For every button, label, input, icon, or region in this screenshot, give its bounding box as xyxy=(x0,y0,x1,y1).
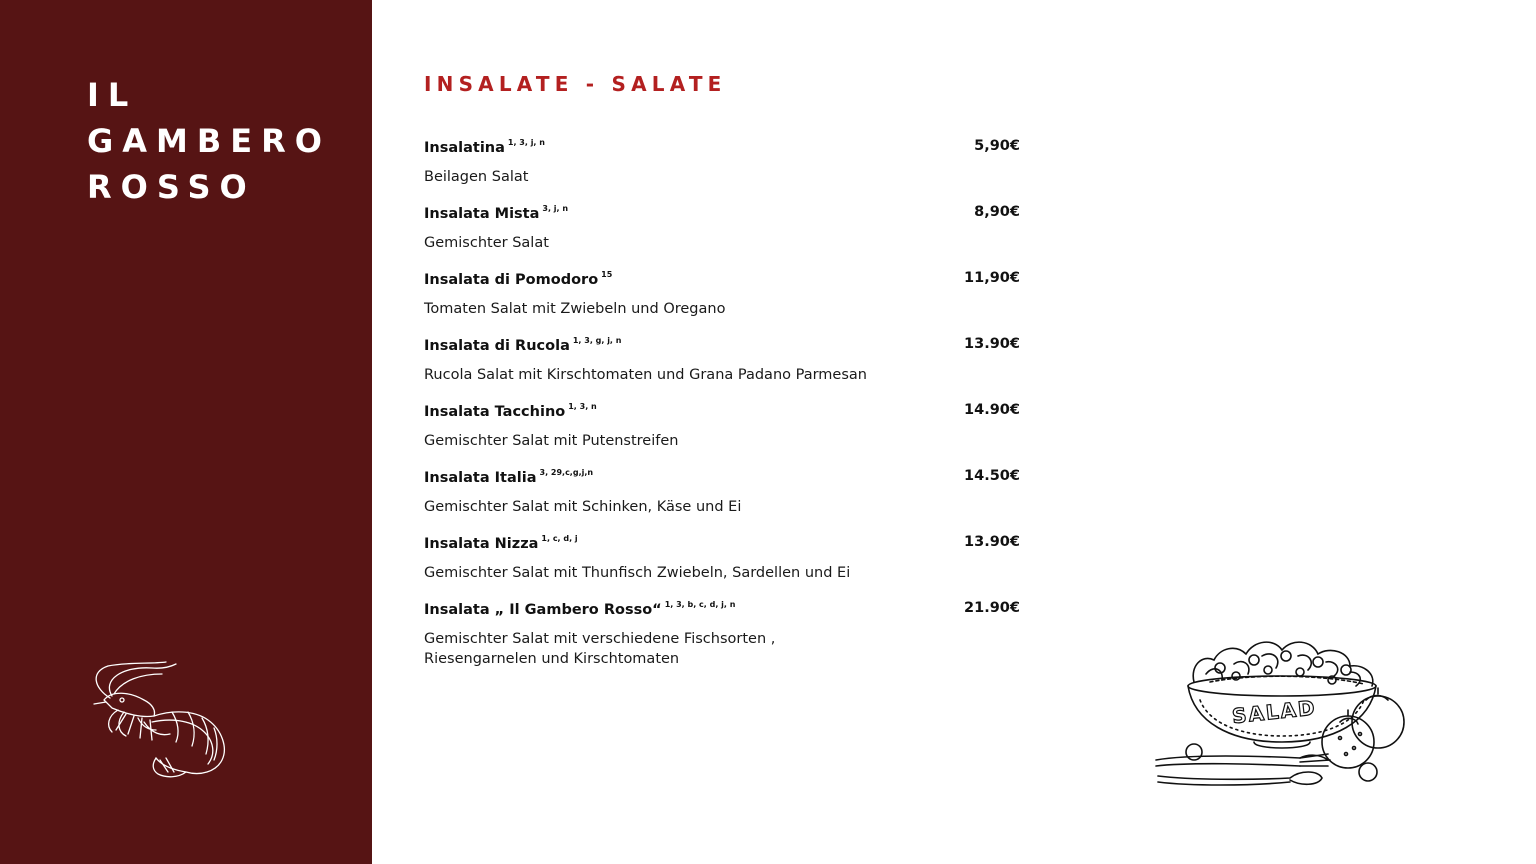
item-name: Insalata di Rucola $^{1, 3, g, j, n}$ xyxy=(424,336,622,354)
item-description: Rucola Salat mit Kirschtomaten und Grana Padano Parmesan xyxy=(424,367,867,383)
restaurant-name xyxy=(87,72,331,210)
item-price: 8,90€ xyxy=(974,204,1020,220)
item-name: Insalata Tacchino $^{1, 3, n}$ xyxy=(424,402,597,420)
menu-item xyxy=(424,332,1020,398)
item-price: 13.90€ xyxy=(964,534,1020,550)
item-price: 21.90€ xyxy=(964,600,1020,616)
item-description: Gemischter Salat mit Thunfisch Zwiebeln, Sardellen und Ei xyxy=(424,565,851,581)
item-description: Beilagen Salat xyxy=(424,169,529,185)
item-price: 14.50€ xyxy=(964,468,1020,484)
item-allergens: 1, c, d, j xyxy=(541,534,578,543)
item-allergens: 3, j, n xyxy=(542,204,569,213)
item-name: Insalata Italia $^{3, 29,c,g,j,n}$ xyxy=(424,468,594,486)
menu-item xyxy=(424,134,1020,200)
sidebar xyxy=(0,0,372,864)
item-allergens: 1, 3, g, j, n xyxy=(572,336,622,345)
item-allergens: 15 xyxy=(601,270,613,279)
item-allergens: 1, 3, n xyxy=(568,402,597,411)
item-allergens: 1, 3, j, n xyxy=(507,138,545,147)
item-description-line-1: Gemischter Salat mit verschiedene Fischsorten , xyxy=(424,631,776,647)
item-allergens: 1, 3, b, c, d, j, n xyxy=(664,600,736,609)
item-allergens: 3, 29,c,g,j,n xyxy=(539,468,594,477)
item-description: Gemischter Salat mit Schinken, Käse und Ei xyxy=(424,499,742,515)
brand-line-2: GAMBERO xyxy=(87,122,331,160)
shrimp-icon xyxy=(82,660,234,780)
item-description: Gemischter Salat mit Putenstreifen xyxy=(424,433,679,449)
item-description: Tomaten Salat mit Zwiebeln und Oregano xyxy=(424,301,726,317)
menu-list xyxy=(424,134,1020,667)
item-description xyxy=(424,629,944,669)
brand-line-1: IL xyxy=(87,76,138,114)
item-name: Insalata Mista $^{3, j, n}$ xyxy=(424,204,569,222)
salad-label: SALAD xyxy=(1230,695,1318,729)
item-description-line-2: Riesengarnelen und Kirschtomaten xyxy=(424,651,680,667)
item-name: Insalata di Pomodoro $^{15}$ xyxy=(424,270,613,288)
item-name: Insalata Nizza $^{1, c, d, j}$ xyxy=(424,534,578,552)
item-price: 11,90€ xyxy=(964,270,1020,286)
menu-item xyxy=(424,464,1020,530)
menu-item xyxy=(424,200,1020,266)
menu-item xyxy=(424,398,1020,464)
item-price: 13.90€ xyxy=(964,336,1020,352)
item-name: Insalatina $^{1, 3, j, n}$ xyxy=(424,138,545,156)
item-price: 5,90€ xyxy=(974,138,1020,154)
salad-bowl-icon xyxy=(1150,630,1420,795)
item-description: Gemischter Salat xyxy=(424,235,549,251)
menu-item xyxy=(424,596,1020,667)
brand-line-3: ROSSO xyxy=(87,168,256,206)
item-price: 14.90€ xyxy=(964,402,1020,418)
item-name: Insalata „ Il Gambero Rosso“ $^{1, 3, b, c, d, j, n}$ xyxy=(424,600,736,618)
menu-item xyxy=(424,266,1020,332)
menu-content xyxy=(424,0,1024,864)
menu-item xyxy=(424,530,1020,596)
section-title: INSALATE - SALATE xyxy=(424,72,727,96)
